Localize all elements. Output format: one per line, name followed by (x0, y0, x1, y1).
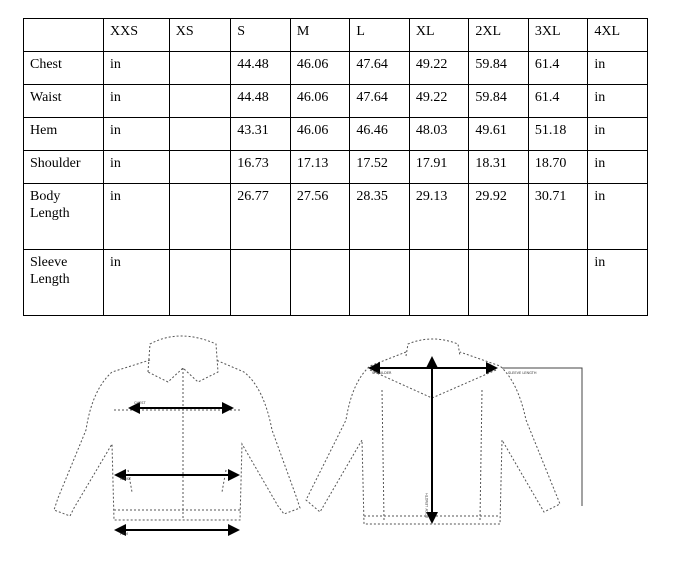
row-label: Waist (24, 85, 104, 118)
table-cell (169, 52, 231, 85)
table-cell: 49.22 (409, 52, 469, 85)
row-label: Hem (24, 118, 104, 151)
table-cell: 51.18 (528, 118, 588, 151)
table-cell: in (588, 118, 648, 151)
table-cell (169, 151, 231, 184)
table-row-body-length (24, 184, 648, 250)
table-cell (231, 250, 291, 316)
table-cell: 47.64 (350, 85, 410, 118)
table-row-hem (24, 118, 648, 151)
table-cell (469, 250, 529, 316)
size-chart-table (23, 18, 648, 316)
table-row-waist (24, 85, 648, 118)
front-collar (148, 336, 218, 382)
table-cell: 49.22 (409, 85, 469, 118)
body-length-measure-label: BODY LENGTH (425, 493, 429, 518)
table-cell: 44.48 (231, 52, 291, 85)
table-cell: in (588, 151, 648, 184)
table-cell: 46.06 (290, 85, 350, 118)
table-row-sleeve-length (24, 250, 648, 316)
back-seam-right (480, 390, 482, 520)
chest-measure-label: CHEST (134, 401, 146, 405)
table-cell: 61.4 (528, 85, 588, 118)
table-cell: in (104, 250, 170, 316)
table-row-chest (24, 52, 648, 85)
header-cell-xxs: XXS (104, 19, 170, 52)
table-cell: 28.35 (350, 184, 410, 250)
jacket-measurement-diagram (30, 320, 630, 540)
back-collar (406, 339, 460, 356)
header-cell-m: M (290, 19, 350, 52)
table-cell: 46.46 (350, 118, 410, 151)
table-cell: 16.73 (231, 151, 291, 184)
table-cell: 30.71 (528, 184, 588, 250)
header-cell-xs: XS (169, 19, 231, 52)
table-cell (169, 118, 231, 151)
table-cell: 18.31 (469, 151, 529, 184)
table-cell: in (588, 250, 648, 316)
table-cell: in (104, 184, 170, 250)
table-cell: 26.77 (231, 184, 291, 250)
header-cell-2xl: 2XL (469, 19, 529, 52)
table-cell: in (104, 52, 170, 85)
header-row (24, 19, 648, 52)
sleeve-length-guide (502, 368, 582, 506)
table-cell: in (588, 52, 648, 85)
front-pocket-left (128, 470, 132, 492)
table-cell (350, 250, 410, 316)
row-label: Sleeve Length (24, 250, 104, 316)
table-cell: 48.03 (409, 118, 469, 151)
table-cell (290, 250, 350, 316)
waist-measure-label: WAIST (120, 477, 132, 481)
jacket-front-view (54, 336, 300, 536)
table-cell: 47.64 (350, 52, 410, 85)
header-cell-s: S (231, 19, 291, 52)
table-cell: 46.06 (290, 52, 350, 85)
table-cell: 59.84 (469, 85, 529, 118)
table-cell (528, 250, 588, 316)
header-cell-3xl: 3XL (528, 19, 588, 52)
header-cell-xl: XL (409, 19, 469, 52)
table-cell: 18.70 (528, 151, 588, 184)
table-cell: 61.4 (528, 52, 588, 85)
table-cell (169, 250, 231, 316)
header-cell-4xl: 4XL (588, 19, 648, 52)
table-cell: 17.13 (290, 151, 350, 184)
front-pocket-right (222, 470, 226, 492)
hem-measure-label: HEM (120, 532, 128, 536)
table-cell: 59.84 (469, 52, 529, 85)
header-cell-blank (24, 19, 104, 52)
row-label: Body Length (24, 184, 104, 250)
header-cell-l: L (350, 19, 410, 52)
table-cell: 49.61 (469, 118, 529, 151)
table-cell: 17.91 (409, 151, 469, 184)
row-label: Shoulder (24, 151, 104, 184)
front-body (54, 360, 300, 520)
back-seam-left (382, 390, 384, 520)
table-row-shoulder (24, 151, 648, 184)
table-cell: 44.48 (231, 85, 291, 118)
table-cell: in (104, 85, 170, 118)
table-cell: in (588, 85, 648, 118)
table-cell: 29.92 (469, 184, 529, 250)
table-cell: 46.06 (290, 118, 350, 151)
row-label: Chest (24, 52, 104, 85)
table-cell (169, 184, 231, 250)
table-cell: 43.31 (231, 118, 291, 151)
table-cell: 29.13 (409, 184, 469, 250)
table-cell: in (104, 151, 170, 184)
sleeve-length-measure-label: SLEEVE LENGTH (508, 371, 537, 375)
shoulder-measure-label: SHOULDER (372, 371, 392, 375)
table-cell: in (588, 184, 648, 250)
table-cell: in (104, 118, 170, 151)
jacket-back-view (306, 339, 582, 524)
table-cell: 17.52 (350, 151, 410, 184)
table-cell: 27.56 (290, 184, 350, 250)
table-cell (169, 85, 231, 118)
table-cell (409, 250, 469, 316)
